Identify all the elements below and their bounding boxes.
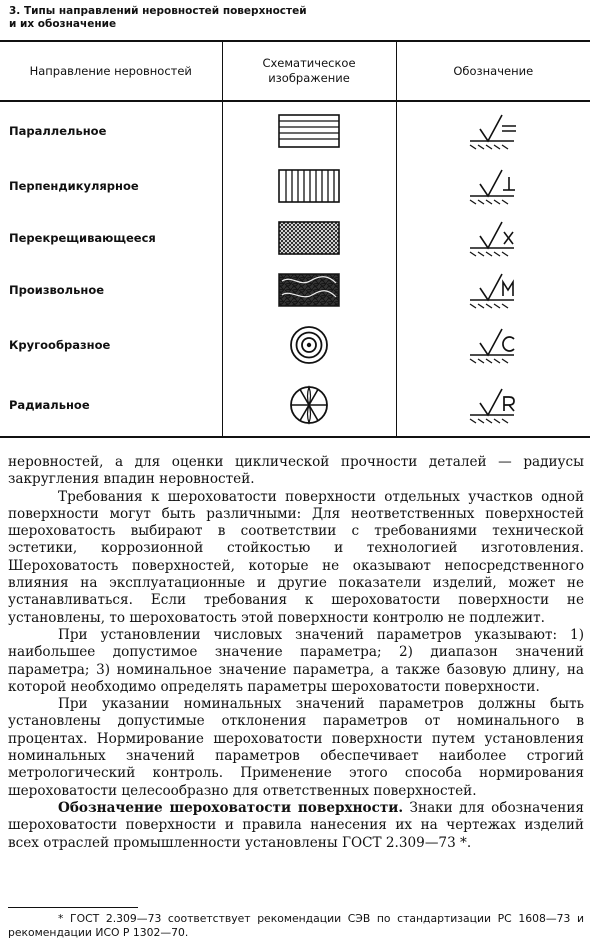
- direction-parallel: Параллельное: [9, 124, 107, 138]
- paragraph: При указании номинальных значений параметров должны быть установлены допустимые отклонения параметров от номинального в процентах. Нормирование шероховатости поверхности путем установления номинальных значений параметров обеспечивает наиболее строгий метрологический контроль. Применение этого способа нормирования шероховатости целесообразно для ответственных поверхностей.: [8, 696, 584, 799]
- schematic-cell: [222, 101, 396, 160]
- perpendicular-lines-icon: [278, 169, 340, 203]
- schematic-cell: [222, 264, 396, 316]
- table-row: [0, 316, 590, 374]
- table-row: [0, 101, 590, 160]
- header-schematic: Схематическое изображение: [222, 41, 396, 101]
- schematic-cell: [222, 160, 396, 212]
- roughness-sign-perpendicular-icon: [458, 166, 528, 206]
- table-row: [0, 374, 590, 437]
- paragraph: Требования к шероховатости поверхности отдельных участков одной поверхности могут быть различными: Для неответственных поверхностей шероховатость выбирают в соответствии с требованиями технической эстетики, коррозионной стойкостью и технологией изготовления. Шероховатость поверхностей, которые не оказывают непосредственного влияния на эксплуатационные и другие показатели изделий, может не устанавливаться. Если требования к шероховатости поверхности не установлены, то шероховатость этой поверхности контролю не подлежит.: [8, 488, 584, 626]
- table-caption: [9, 5, 389, 31]
- caption-title-line1: Типы направлений неровностей поверхностей: [23, 5, 307, 17]
- radial-pattern-icon: [288, 384, 330, 426]
- header-symbol: Обозначение: [396, 41, 590, 101]
- section-heading: Обозначение шероховатости поверхности.: [58, 799, 404, 816]
- body-text: [8, 454, 584, 852]
- paragraph-text: Знаки для обозначения шероховатости поверхности и правила нанесения их на чертежах изделий всех отраслей промышленности установлены ГОСТ 2.309—73 *.: [8, 799, 584, 851]
- symbol-cell: [396, 212, 590, 264]
- schematic-cell: [222, 212, 396, 264]
- table-row: [0, 160, 590, 212]
- direction-radial: Радиальное: [0, 374, 222, 437]
- roughness-sign-radial-icon: [458, 385, 528, 425]
- table-header-row: [0, 41, 590, 101]
- paragraph: При установлении числовых значений параметров указывают: 1) наибольшее допустимое значение параметра; 2) диапазон значений параметра; 3) номинальное значение параметра, а также базовую длину, на которой необходимо определять параметры шероховатости поверхности.: [8, 626, 584, 695]
- table-row: [0, 212, 590, 264]
- symbol-cell: [396, 101, 590, 160]
- symbol-cell: [396, 316, 590, 374]
- symbol-cell: [396, 374, 590, 437]
- crosshatch-icon: [278, 221, 340, 255]
- direction-perpendicular: Перпендикулярное: [9, 179, 139, 193]
- roughness-sign-crossing-icon: [458, 218, 528, 258]
- table-row: [0, 264, 590, 316]
- schematic-cell: [222, 316, 396, 374]
- footnote-divider: [8, 907, 138, 908]
- roughness-sign-random-icon: [458, 270, 528, 310]
- direction-random: Произвольное: [9, 283, 105, 297]
- header-direction: Направление неровностей: [0, 41, 222, 101]
- paragraph: неровностей, а для оценки циклической прочности деталей — радиусы закругления впадин неровностей.: [8, 454, 584, 488]
- paragraph: [8, 800, 584, 852]
- concentric-circles-icon: [288, 324, 330, 366]
- symbol-cell: [396, 160, 590, 212]
- roughness-direction-table: [0, 40, 590, 438]
- schematic-cell: [222, 374, 396, 437]
- footnote: * ГОСТ 2.309—73 соответствует рекомендации СЭВ по стандартизации РС 1608—73 и рекомендации ИСО Р 1302—70.: [8, 912, 584, 939]
- direction-circular: Кругообразное: [9, 338, 111, 352]
- caption-number: 3.: [9, 5, 21, 17]
- direction-crossing: Перекрещивающееся: [9, 231, 156, 245]
- caption-title-line2: и их обозначение: [9, 18, 117, 30]
- roughness-sign-parallel-icon: [458, 111, 528, 151]
- random-pattern-icon: [278, 273, 340, 307]
- roughness-sign-circular-icon: [458, 325, 528, 365]
- parallel-lines-icon: [278, 114, 340, 148]
- symbol-cell: [396, 264, 590, 316]
